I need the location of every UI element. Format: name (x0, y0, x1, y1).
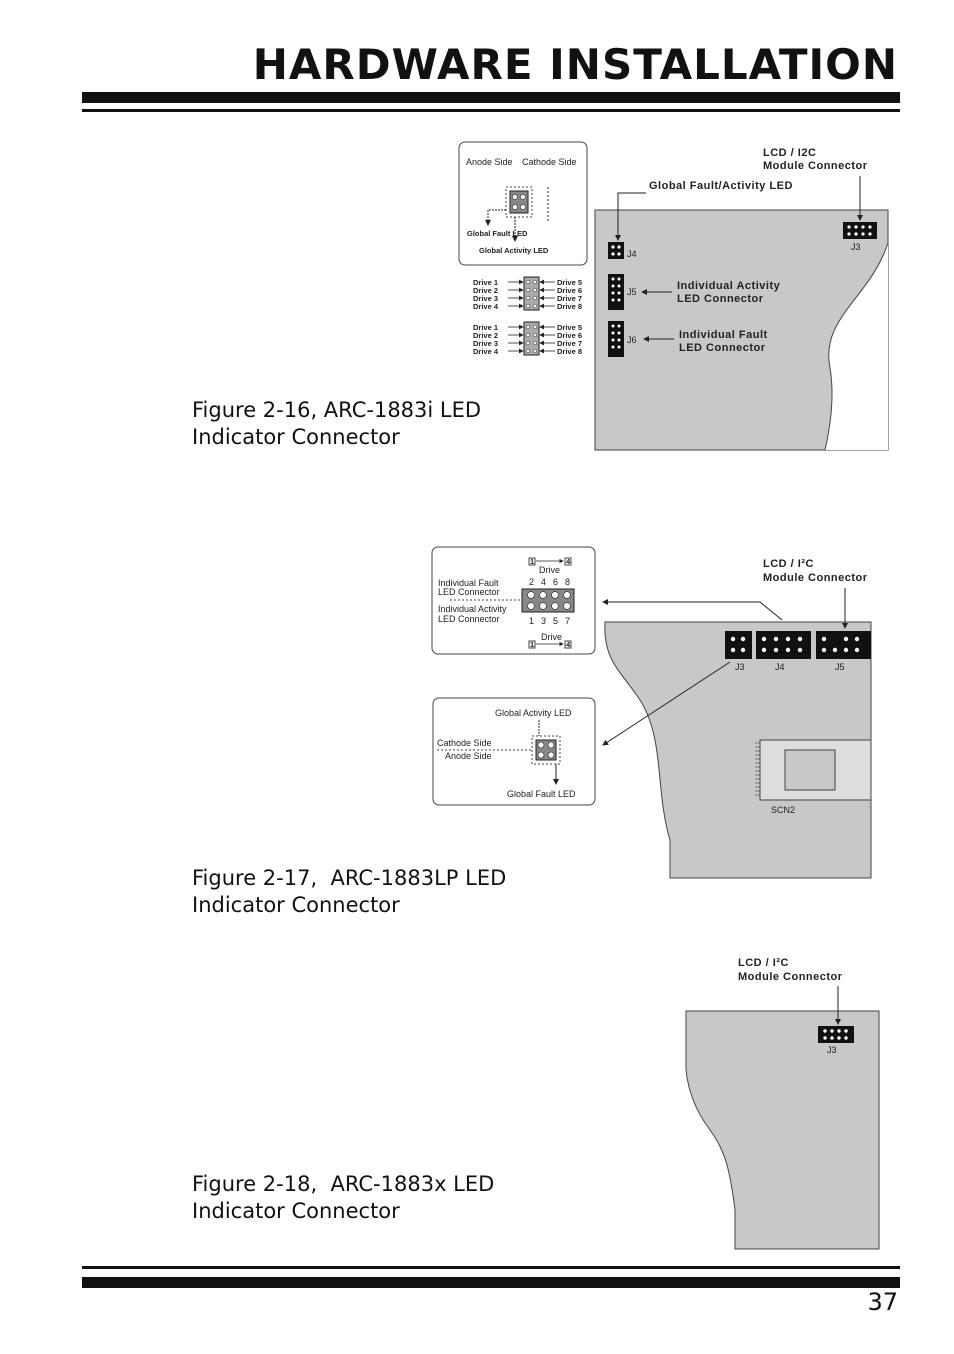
svg-text:Drive 4: Drive 4 (473, 347, 499, 356)
figure-2-17-diagram (425, 540, 900, 885)
svg-text:Drive 2: Drive 2 (473, 331, 499, 340)
footer-rule-thick (82, 1277, 900, 1288)
scn2-label: SCN2 (771, 805, 796, 815)
svg-text:5: 5 (553, 616, 559, 626)
lcd-label-line2: Module Connector (763, 572, 868, 584)
j5-connector (816, 631, 871, 659)
cathode-side-label: Cathode Side (437, 738, 492, 748)
svg-text:Drive 6: Drive 6 (557, 331, 583, 340)
j3-connector (818, 1026, 854, 1043)
svg-text:6: 6 (553, 577, 559, 587)
figure-2-16-diagram (440, 138, 900, 458)
page-number: 37 (867, 1288, 898, 1316)
lcd-label-line1: LCD / I²C (763, 558, 814, 570)
j6-connector (608, 321, 624, 357)
drive-pinout-fault (473, 322, 582, 356)
board-outline (686, 1011, 879, 1249)
svg-text:1: 1 (530, 640, 535, 649)
svg-text:Drive 2: Drive 2 (473, 286, 499, 295)
j5-label: J5 (627, 287, 637, 297)
j5-connector (608, 274, 624, 310)
drive-label-bottom: Drive (541, 632, 563, 642)
j4-label: J4 (627, 249, 637, 259)
j4-label: J4 (775, 662, 785, 672)
j5-label: J5 (835, 662, 845, 672)
figure-2-18-caption: Figure 2-18, ARC-1883x LED Indicator Connector (192, 1172, 495, 1223)
global-fault-activity-label: Global Fault/Activity LED (649, 180, 793, 192)
header-rule-thin (82, 109, 900, 112)
drive-pinout-activity (473, 277, 582, 311)
ind-fault-line2: LED Connector (438, 587, 500, 597)
svg-text:Drive 5: Drive 5 (557, 323, 583, 332)
svg-text:Drive 8: Drive 8 (557, 347, 583, 356)
svg-text:1: 1 (530, 557, 535, 566)
ind-activity-line2: LED Connector (438, 614, 500, 624)
svg-text:4: 4 (566, 640, 571, 649)
svg-text:Drive 8: Drive 8 (557, 302, 583, 311)
ind-activity-label-line2: LED Connector (677, 293, 764, 305)
ind-activity-label-line1: Individual Activity (677, 280, 781, 292)
j3-label: J3 (827, 1045, 837, 1055)
anode-side-label: Anode Side (445, 751, 492, 761)
header-rule-thick (82, 92, 900, 103)
svg-text:Drive 3: Drive 3 (473, 339, 499, 348)
global-fault-led-label: Global Fault LED (507, 789, 576, 799)
ind-fault-label-line1: Individual Fault (679, 329, 768, 341)
footer-rule-thin (82, 1266, 900, 1269)
anode-side-label: Anode Side (466, 157, 513, 167)
j4-connector (608, 242, 624, 259)
svg-text:Drive 7: Drive 7 (557, 294, 583, 303)
svg-text:2: 2 (529, 577, 535, 587)
j3-label: J3 (851, 242, 861, 252)
global-fault-led-label: Global Fault LED (467, 229, 528, 238)
ind-fault-line1: Individual Fault (438, 578, 499, 588)
ind-fault-label-line2: LED Connector (679, 342, 766, 354)
svg-text:Drive 7: Drive 7 (557, 339, 583, 348)
lcd-label-line2: Module Connector (738, 971, 843, 983)
svg-text:Drive 1: Drive 1 (473, 323, 499, 332)
figure-2-16-caption: Figure 2-16, ARC-1883i LED Indicator Connector (192, 398, 482, 449)
j3-label: J3 (735, 662, 745, 672)
svg-text:Drive 6: Drive 6 (557, 286, 583, 295)
j6-label: J6 (627, 335, 637, 345)
svg-text:Drive 1: Drive 1 (473, 278, 499, 287)
svg-text:4: 4 (566, 557, 571, 566)
figure-2-18-diagram (680, 950, 890, 1255)
j4-connector (756, 631, 811, 659)
lcd-label-line1: LCD / I2C (763, 147, 817, 159)
j3-connector (725, 631, 752, 659)
page-title: HARDWARE INSTALLATION (252, 40, 898, 89)
svg-text:Drive 4: Drive 4 (473, 302, 499, 311)
lcd-label-line2: Module Connector (763, 160, 868, 172)
svg-text:Drive 3: Drive 3 (473, 294, 499, 303)
svg-text:1: 1 (529, 616, 535, 626)
svg-text:3: 3 (541, 616, 547, 626)
j3-connector (843, 222, 877, 239)
figure-2-17-caption: Figure 2-17, ARC-1883LP LED Indicator Connector (192, 866, 507, 917)
svg-text:7: 7 (565, 616, 571, 626)
svg-text:Drive 5: Drive 5 (557, 278, 583, 287)
svg-text:4: 4 (541, 577, 547, 587)
drive-label-top: Drive (539, 565, 561, 575)
lcd-label-line1: LCD / I²C (738, 957, 789, 969)
global-activity-led-label: Global Activity LED (479, 246, 549, 255)
svg-text:8: 8 (565, 577, 571, 587)
cathode-side-label: Cathode Side (522, 157, 577, 167)
global-activity-led-label: Global Activity LED (495, 708, 572, 718)
ind-activity-line1: Individual Activity (438, 604, 507, 614)
